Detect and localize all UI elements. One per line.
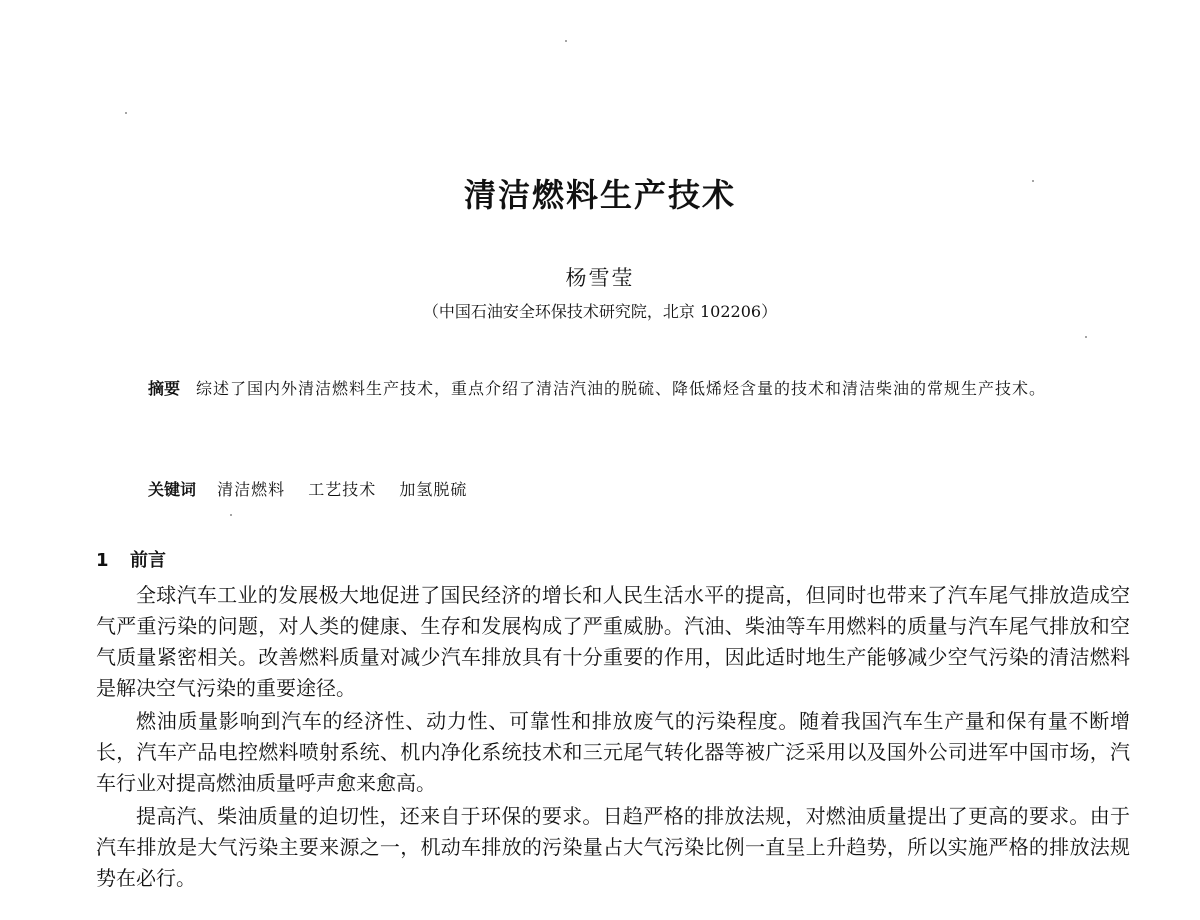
- section-number: 1: [96, 550, 109, 571]
- scan-speck: [1032, 180, 1034, 182]
- keyword-item: 清洁燃料: [217, 480, 286, 499]
- scan-speck: [230, 514, 232, 516]
- scan-speck: [1085, 336, 1087, 338]
- body-paragraph: 燃油质量影响到汽车的经济性、动力性、可靠性和排放废气的污染程度。随着我国汽车生产量和保有量不断增长，汽车产品电控燃料喷射系统、机内净化系统技术和三元尾气转化器等被广泛采用以及国外公司进军中国市场，汽车行业对提高燃油质量呼声愈来愈高。: [96, 709, 1130, 795]
- author-affiliation: （中国石油安全环保技术研究院，北京 102206）: [422, 302, 778, 321]
- section-title: 前言: [130, 550, 166, 571]
- author-name: 杨雪莹: [565, 266, 635, 290]
- keywords-label: 关键词: [148, 480, 197, 499]
- section-body: [96, 580, 1130, 896]
- abstract-block: [148, 372, 1088, 406]
- abstract-label: 摘要: [148, 379, 181, 398]
- section-heading: [96, 546, 166, 572]
- body-paragraph: 全球汽车工业的发展极大地促进了国民经济的增长和人民生活水平的提高，但同时也带来了汽车尾气排放造成空气严重污染的问题，对人类的健康、生存和发展构成了严重威胁。汽油、柴油等车用燃料的质量与汽车尾气排放和空气质量紧密相关。改善燃料质量对减少汽车排放具有十分重要的作用，因此适时地生产能够减少空气污染的清洁燃料是解决空气污染的重要途径。: [96, 583, 1130, 700]
- article-title: 清洁燃料生产技术: [463, 176, 736, 214]
- body-paragraph: 提高汽、柴油质量的迫切性，还来自于环保的要求。日趋严格的排放法规，对燃油质量提出了更高的要求。由于汽车排放是大气污染主要来源之一，机动车排放的污染量占大气污染比例一直呈上升趋势，所以实施严格的排放法规势在必行。: [96, 804, 1130, 890]
- keyword-item: 工艺技术: [308, 480, 377, 499]
- keywords-block: [148, 477, 1088, 500]
- abstract-text: 综述了国内外清洁燃料生产技术，重点介绍了清洁汽油的脱硫、降低烯烃含量的技术和清洁柴油的常规生产技术。: [196, 379, 1047, 398]
- scan-speck: [565, 40, 567, 42]
- keyword-item: 加氢脱硫: [399, 480, 468, 499]
- scan-speck: [125, 112, 127, 114]
